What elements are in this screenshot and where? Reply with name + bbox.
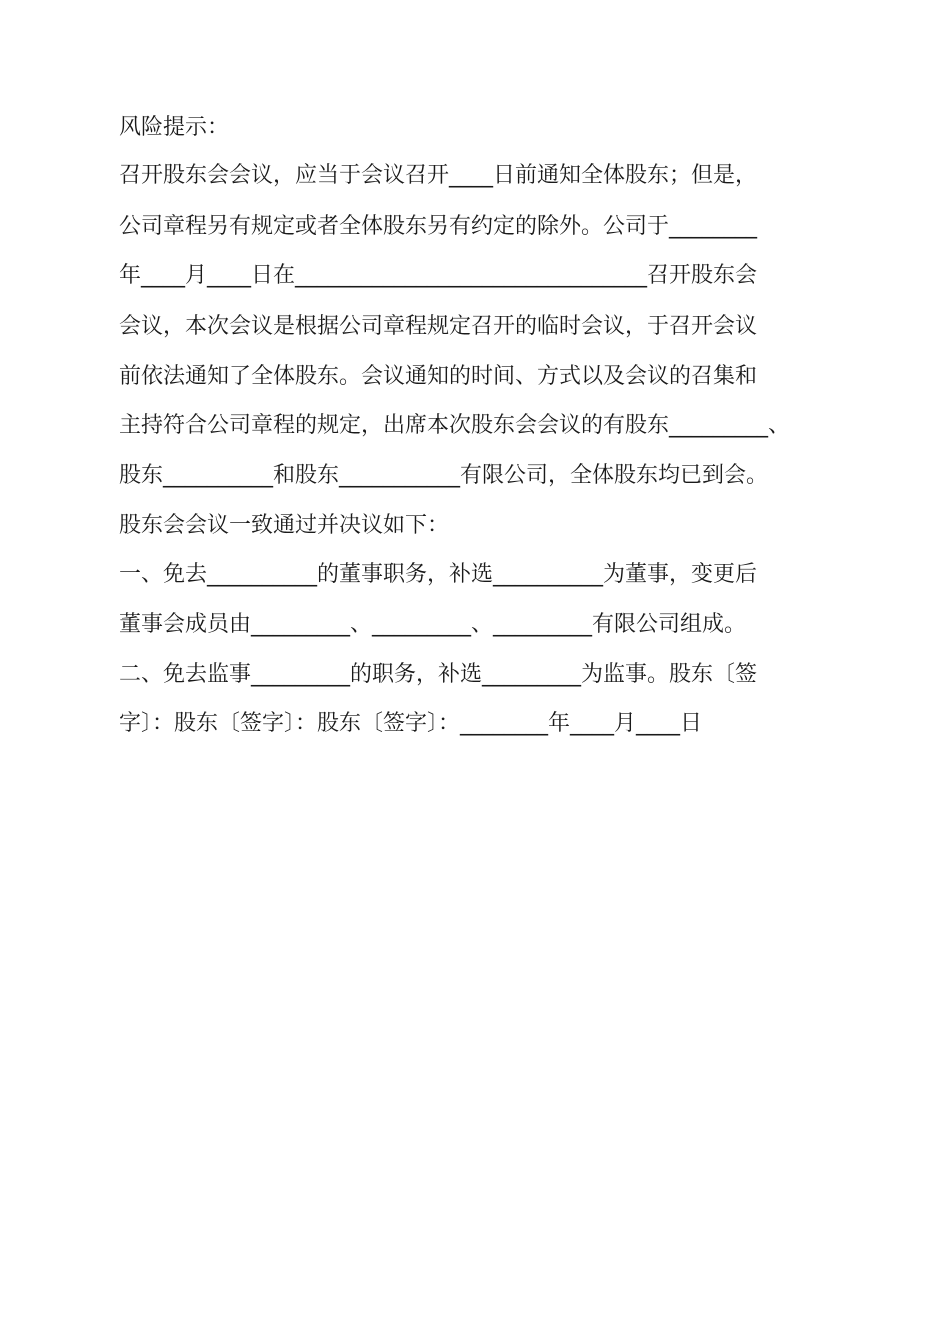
body-text-line: 前依法通知了全体股东。会议通知的时间、方式以及会议的召集和 (119, 364, 758, 389)
body-text-line: 董事会成员由_________、_________、_________有限公司组成。 (119, 612, 747, 637)
resolution-intro-line: 股东会会议一致通过并决议如下： (119, 513, 450, 538)
resolution-item-2: 二、免去监事_________的职务，补选_________为监事。股东〔签 (119, 662, 758, 687)
body-text-line: 年____月____日在________________________________召开股东会 (119, 263, 758, 288)
body-text-line: 股东__________和股东___________有限公司，全体股东均已到会。 (119, 463, 769, 488)
risk-notice-heading: 风险提示： (119, 115, 230, 140)
resolution-item-1: 一、免去__________的董事职务，补选__________为董事，变更后 (119, 562, 758, 587)
body-text-line: 公司章程另有规定或者全体股东另有约定的除外。公司于________ (119, 214, 758, 239)
body-text-line: 会议，本次会议是根据公司章程规定召开的临时会议，于召开会议 (119, 314, 758, 339)
body-text-line: 召开股东会会议，应当于会议召开____日前通知全体股东；但是， (119, 163, 758, 188)
signature-date-line: 字〕：股东〔签字〕：股东〔签字〕：________年____月____日 (119, 711, 703, 736)
body-text-line: 主持符合公司章程的规定，出席本次股东会会议的有股东_________、 (119, 413, 791, 438)
